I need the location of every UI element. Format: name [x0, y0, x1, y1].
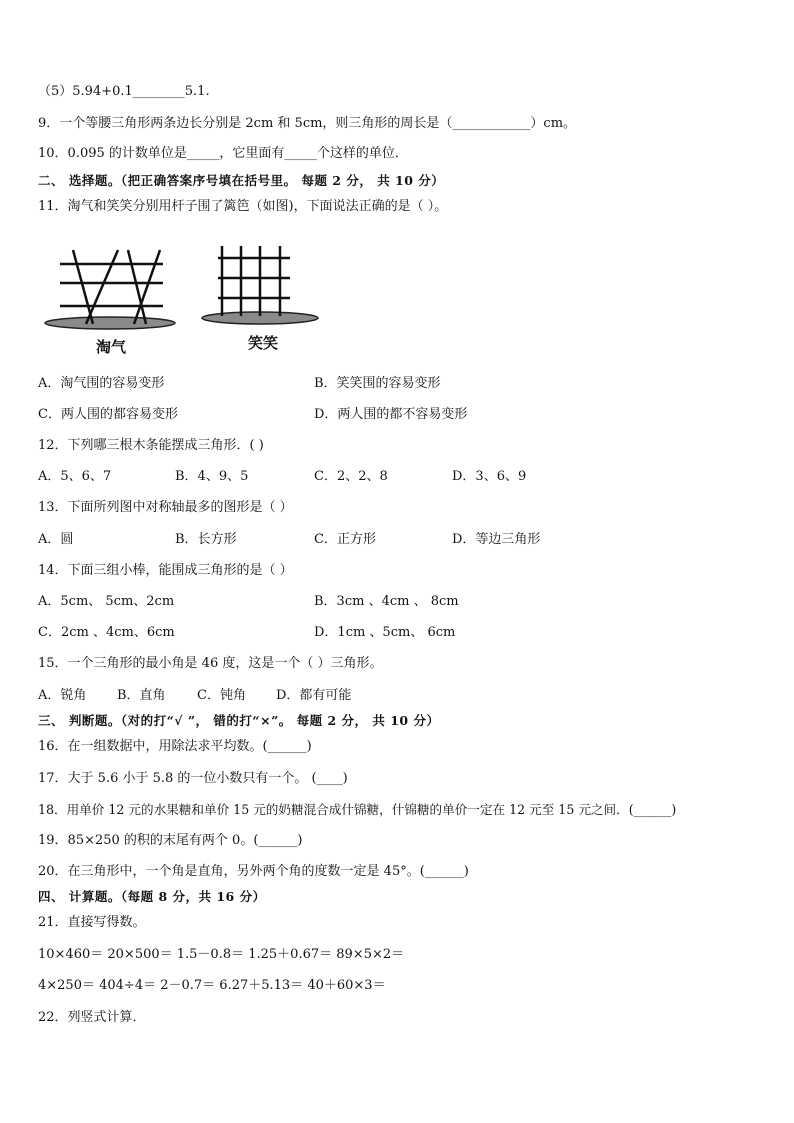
q15-option-d: D．都有可能 [276, 688, 352, 703]
calc-row-1: 10×460＝ 20×500＝ 1.5－0.8＝ 1.25＋0.67＝ 89×5×2＝ [38, 947, 405, 962]
q15-option-b: B．直角 [117, 688, 166, 703]
section-2-heading: 二、 选择题。（把正确答案序号填在括号里。 每题 2 分， 共 10 分） [38, 173, 445, 188]
section-3-heading: 三、 判断题。（对的打“√ ”， 错的打“×”。 每题 2 分， 共 10 分） [38, 713, 440, 728]
question-19: 19．85×250 的积的末尾有两个 0。(______) [38, 833, 303, 848]
question-9: 9．一个等腰三角形两条边长分别是 2cm 和 5cm，则三角形的周长是（____________）cm。 [38, 116, 577, 131]
question-21: 21．直接写得数。 [38, 915, 146, 930]
q15-option-a: A．锐角 [38, 688, 87, 703]
q12-option-b: B．4、9、5 [175, 469, 249, 484]
question-12: 12．下列哪三根木条能摆成三角形．( ) [38, 438, 264, 453]
q12-option-a: A．5、6、7 [38, 469, 112, 484]
question-18: 18．用单价 12 元的水果糖和单价 15 元的奶糖混合成什锦糖，什锦糖的单价一定在 12 元至 15 元之间．(______) [38, 802, 677, 817]
q13-option-c: C．正方形 [314, 532, 376, 547]
xiaoxiao-fence [202, 246, 318, 324]
fence-illustration [38, 228, 338, 360]
question-22: 22．列竖式计算． [38, 1010, 146, 1025]
q12-option-d: D．3、6、9 [452, 469, 527, 484]
caption-xiaoxiao: 笑笑 [248, 334, 279, 352]
question-13: 13．下面所列图中对称轴最多的图形是（ ） [38, 500, 293, 515]
q14-option-b: B．3cm 、4cm 、 8cm [314, 594, 459, 609]
calc-row-2: 4×250＝ 404÷4＝ 2－0.7＝ 6.27＋5.13＝ 40＋60×3＝ [38, 978, 386, 993]
q14-option-d: D．1cm 、5cm、 6cm [314, 625, 456, 640]
question-14: 14．下面三组小棒，能围成三角形的是（ ） [38, 563, 293, 578]
q13-option-d: D．等边三角形 [452, 532, 541, 547]
section-4-heading: 四、 计算题。（每题 8 分，共 16 分） [38, 889, 266, 904]
question-20: 20．在三角形中，一个角是直角，另外两个角的度数一定是 45°。(______) [38, 864, 469, 879]
q12-option-c: C．2、2、8 [314, 469, 388, 484]
q11-option-c: C．两人围的都容易变形 [38, 407, 178, 422]
q13-option-b: B．长方形 [175, 532, 237, 547]
question-5: （5）5.94+0.1________5.1. [38, 84, 210, 99]
q11-option-b: B．笑笑围的容易变形 [314, 376, 441, 391]
q14-option-c: C．2cm 、4cm、6cm [38, 625, 175, 640]
q14-option-a: A．5cm、 5cm、2cm [38, 594, 175, 609]
q13-option-a: A．圆 [38, 532, 74, 547]
q11-option-a: A．淘气围的容易变形 [38, 376, 165, 391]
question-15: 15．一个三角形的最小角是 46 度，这是一个（ ）三角形。 [38, 656, 383, 671]
q11-option-d: D．两人围的都不容易变形 [314, 407, 468, 422]
question-11: 11．淘气和笑笑分别用杆子围了篱笆（如图)，下面说法正确的是（ ）。 [38, 199, 448, 214]
question-17: 17．大于 5.6 小于 5.8 的一位小数只有一个。 (____) [38, 771, 348, 786]
taoqi-fence [45, 250, 175, 329]
fence-figure [38, 228, 338, 360]
caption-taoqi: 淘气 [96, 338, 127, 356]
q15-option-c: C．钝角 [197, 688, 246, 703]
question-16: 16．在一组数据中，用除法求平均数。(______) [38, 739, 312, 754]
question-10: 10．0.095 的计数单位是_____，它里面有_____个这样的单位． [38, 146, 408, 161]
